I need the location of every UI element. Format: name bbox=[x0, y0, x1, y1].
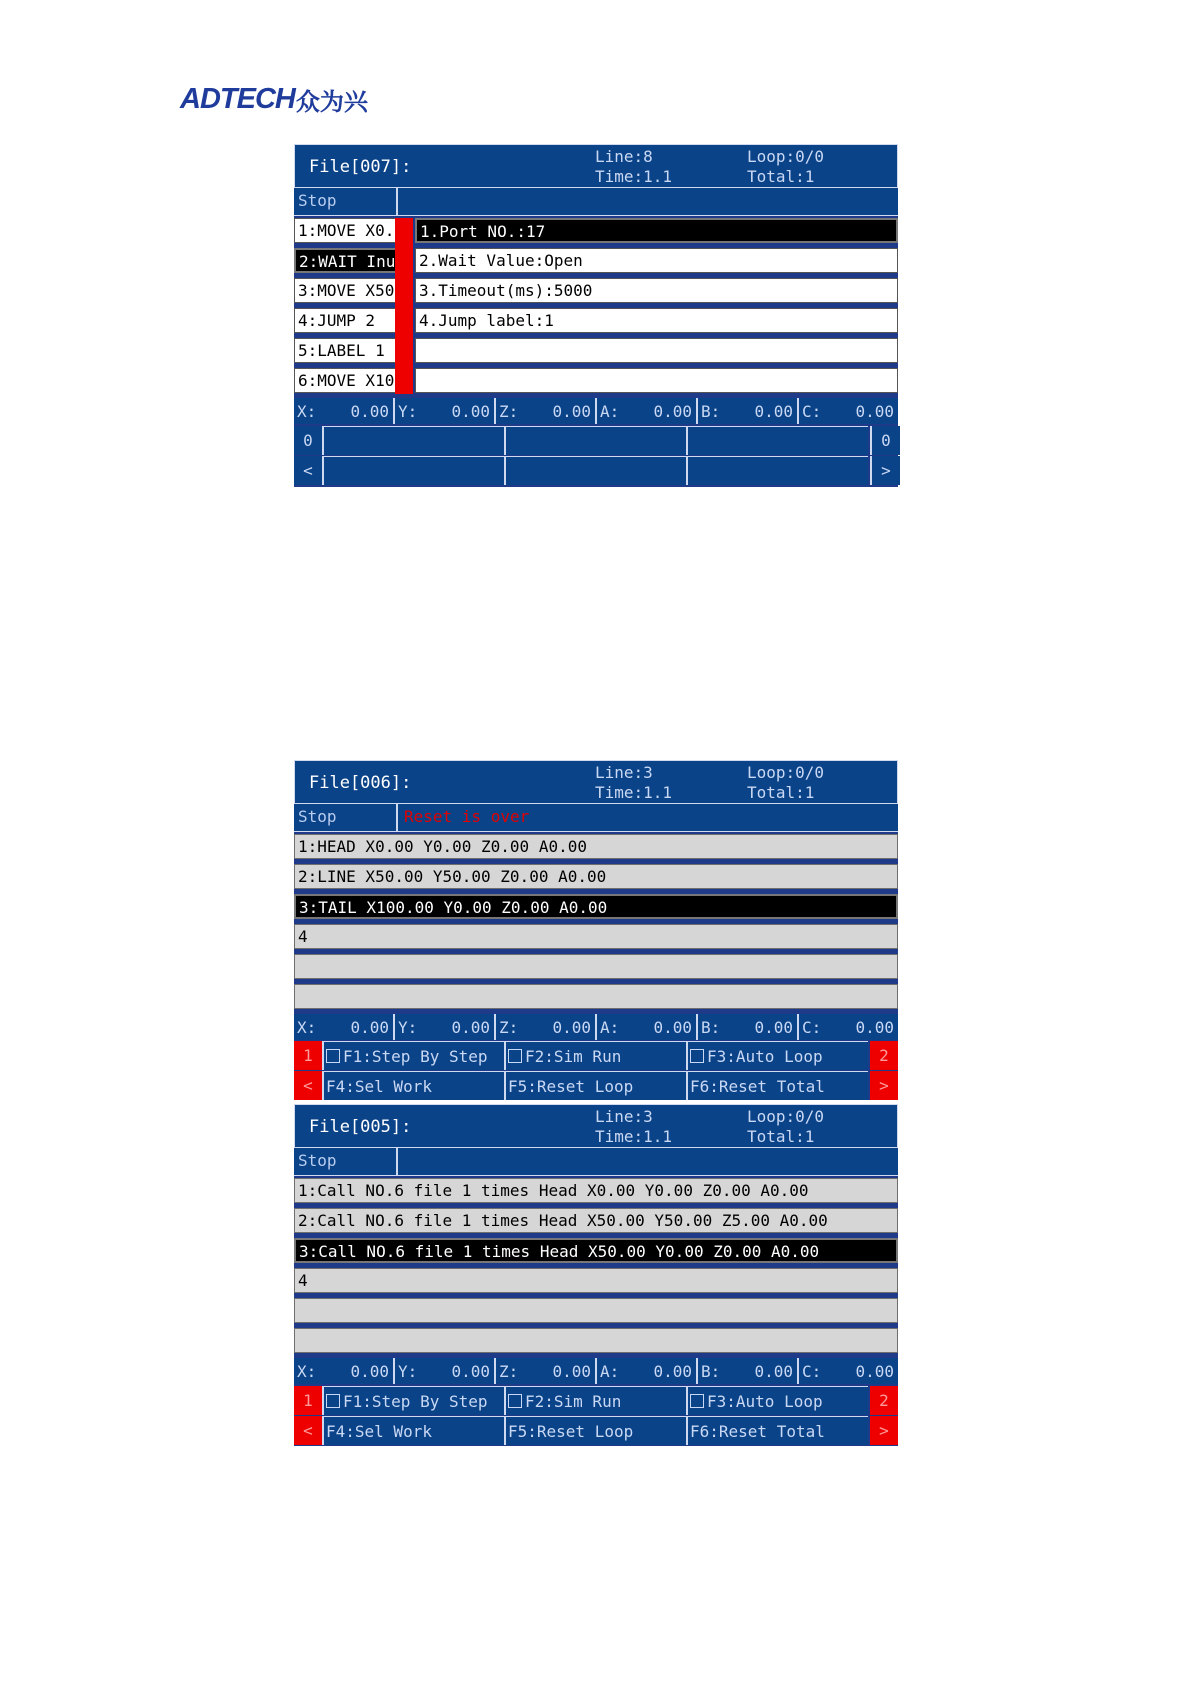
next-page-button[interactable]: > bbox=[870, 456, 900, 485]
program-row[interactable]: 2:Call NO.6 file 1 times Head X50.00 Y50.00 Z5.00 A0.00 bbox=[294, 1208, 898, 1233]
loop-readout: Loop:0/0 bbox=[747, 763, 825, 782]
coord-c: C: 0.00 bbox=[802, 401, 894, 421]
coord-b: B: 0.00 bbox=[698, 398, 799, 424]
program-row[interactable]: 2:LINE X50.00 Y50.00 Z0.00 A0.00 bbox=[294, 864, 898, 889]
loop-readout: Loop:0/0 bbox=[747, 1107, 825, 1126]
coord-a: A: 0.00 bbox=[597, 1358, 698, 1384]
coordinate-bar bbox=[294, 398, 898, 424]
param-row-selected[interactable]: 1.Port NO.:17 bbox=[415, 218, 898, 243]
program-row[interactable]: 4:JUMP 2 bbox=[294, 308, 397, 333]
program-row[interactable] bbox=[294, 984, 898, 1009]
coordinate-bar bbox=[294, 1014, 898, 1040]
program-row[interactable]: 4 bbox=[294, 924, 898, 949]
checkbox-icon[interactable] bbox=[690, 1049, 704, 1063]
function-key-empty[interactable] bbox=[504, 456, 686, 485]
page-indicator-right: 2 bbox=[870, 1041, 898, 1070]
function-key-bar bbox=[294, 426, 898, 486]
param-row[interactable]: 3.Timeout(ms):5000 bbox=[415, 278, 898, 303]
function-key-empty[interactable] bbox=[686, 456, 868, 485]
coord-x: X: 0.00 bbox=[294, 398, 395, 424]
coord-b: B: 0.00 bbox=[698, 1358, 799, 1384]
function-key-empty[interactable] bbox=[322, 456, 504, 485]
program-row[interactable]: 1:Call NO.6 file 1 times Head X0.00 Y0.00 Z0.00 A0.00 bbox=[294, 1178, 898, 1203]
f5-reset-loop-button[interactable]: F5:Reset Loop bbox=[504, 1416, 686, 1445]
program-row[interactable]: 3:MOVE X50 bbox=[294, 278, 397, 303]
param-row[interactable]: 4.Jump label:1 bbox=[415, 308, 898, 333]
function-key-bar bbox=[294, 1386, 898, 1446]
controller-screen-3 bbox=[294, 1104, 898, 1446]
coord-y: Y: 0.00 bbox=[395, 1014, 496, 1040]
coord-a: A: 0.00 bbox=[597, 1014, 698, 1040]
coord-x: X: 0.00 bbox=[294, 1358, 395, 1384]
f1-step-by-step-button[interactable]: F1:Step By Step bbox=[322, 1386, 504, 1415]
program-row[interactable]: 1:HEAD X0.00 Y0.00 Z0.00 A0.00 bbox=[294, 834, 898, 859]
param-row[interactable]: 2.Wait Value:Open bbox=[415, 248, 898, 273]
coord-x: X: 0.00 bbox=[294, 1014, 395, 1040]
f4-sel-work-button[interactable]: F4:Sel Work bbox=[322, 1071, 504, 1100]
coord-b: B: 0.00 bbox=[698, 1014, 799, 1040]
logo-chinese: 众为兴 bbox=[295, 87, 368, 116]
program-row[interactable] bbox=[294, 1328, 898, 1353]
program-row[interactable] bbox=[294, 1298, 898, 1323]
coord-z: Z: 0.00 bbox=[496, 1358, 597, 1384]
function-key-empty[interactable] bbox=[322, 426, 504, 455]
total-readout: Total:1 bbox=[747, 1127, 815, 1146]
next-page-button[interactable]: > bbox=[870, 1416, 898, 1445]
program-row-selected[interactable]: 2:WAIT Inu bbox=[294, 248, 397, 273]
f3-auto-loop-button[interactable]: F3:Auto Loop bbox=[686, 1386, 868, 1415]
page-indicator-left: 1 bbox=[294, 1041, 322, 1070]
f2-sim-run-button[interactable]: F2:Sim Run bbox=[504, 1041, 686, 1070]
screen-header bbox=[294, 144, 898, 188]
f6-reset-total-button[interactable]: F6:Reset Total bbox=[686, 1416, 868, 1445]
function-key-empty[interactable] bbox=[686, 426, 868, 455]
f5-reset-loop-button[interactable]: F5:Reset Loop bbox=[504, 1071, 686, 1100]
file-label: File[006]: bbox=[309, 773, 412, 793]
screen-header bbox=[294, 1104, 898, 1148]
program-row[interactable]: 6:MOVE X10 bbox=[294, 368, 397, 393]
time-readout: Time:1.1 bbox=[595, 167, 673, 186]
splitter-bar[interactable] bbox=[395, 218, 413, 394]
prev-page-button[interactable]: < bbox=[294, 1071, 322, 1100]
run-status: Stop bbox=[294, 804, 398, 831]
page-indicator-left: 0 bbox=[294, 426, 322, 455]
status-message: Reset is over bbox=[404, 807, 530, 826]
file-label: File[007]: bbox=[309, 157, 412, 177]
coord-z: Z: 0.00 bbox=[496, 398, 597, 424]
coord-c: C: 0.00 bbox=[802, 1017, 894, 1037]
time-readout: Time:1.1 bbox=[595, 783, 673, 802]
f2-sim-run-button[interactable]: F2:Sim Run bbox=[504, 1386, 686, 1415]
checkbox-icon[interactable] bbox=[326, 1394, 340, 1408]
controller-screen-2 bbox=[294, 760, 898, 1100]
coord-y: Y: 0.00 bbox=[395, 398, 496, 424]
f3-auto-loop-button[interactable]: F3:Auto Loop bbox=[686, 1041, 868, 1070]
prev-page-button[interactable]: < bbox=[294, 1416, 322, 1445]
controller-screen-1 bbox=[294, 144, 898, 487]
checkbox-icon[interactable] bbox=[508, 1394, 522, 1408]
program-row[interactable] bbox=[294, 954, 898, 979]
program-row-selected[interactable]: 3:TAIL X100.00 Y0.00 Z0.00 A0.00 bbox=[294, 894, 898, 919]
program-row[interactable]: 1:MOVE X0. bbox=[294, 218, 397, 243]
f6-reset-total-button[interactable]: F6:Reset Total bbox=[686, 1071, 868, 1100]
prev-page-button[interactable]: < bbox=[294, 456, 322, 485]
param-row[interactable] bbox=[415, 368, 898, 393]
logo-brand: ADTECH bbox=[180, 82, 295, 115]
status-bar bbox=[294, 1148, 898, 1176]
time-readout: Time:1.1 bbox=[595, 1127, 673, 1146]
screen-header bbox=[294, 760, 898, 804]
checkbox-icon[interactable] bbox=[690, 1394, 704, 1408]
checkbox-icon[interactable] bbox=[508, 1049, 522, 1063]
page-indicator-right: 0 bbox=[870, 426, 900, 455]
total-readout: Total:1 bbox=[747, 167, 815, 186]
line-readout: Line:3 bbox=[595, 1107, 653, 1126]
program-row-selected[interactable]: 3:Call NO.6 file 1 times Head X50.00 Y0.00 Z0.00 A0.00 bbox=[294, 1238, 898, 1263]
program-row[interactable]: 4 bbox=[294, 1268, 898, 1293]
function-key-bar bbox=[294, 1041, 898, 1101]
run-status: Stop bbox=[294, 188, 398, 215]
adtech-logo bbox=[180, 84, 368, 114]
page-indicator-right: 2 bbox=[870, 1386, 898, 1415]
coord-c: C: 0.00 bbox=[802, 1361, 894, 1381]
file-label: File[005]: bbox=[309, 1117, 412, 1137]
status-bar bbox=[294, 804, 898, 832]
coord-y: Y: 0.00 bbox=[395, 1358, 496, 1384]
checkbox-icon[interactable] bbox=[326, 1049, 340, 1063]
run-status: Stop bbox=[294, 1148, 398, 1175]
next-page-button[interactable]: > bbox=[870, 1071, 898, 1100]
program-row[interactable]: 5:LABEL 1 bbox=[294, 338, 397, 363]
f4-sel-work-button[interactable]: F4:Sel Work bbox=[322, 1416, 504, 1445]
line-readout: Line:3 bbox=[595, 763, 653, 782]
coordinate-bar bbox=[294, 1358, 898, 1384]
loop-readout: Loop:0/0 bbox=[747, 147, 825, 166]
coord-z: Z: 0.00 bbox=[496, 1014, 597, 1040]
coord-a: A: 0.00 bbox=[597, 398, 698, 424]
status-bar bbox=[294, 188, 898, 216]
param-row[interactable] bbox=[415, 338, 898, 363]
line-readout: Line:8 bbox=[595, 147, 653, 166]
f1-step-by-step-button[interactable]: F1:Step By Step bbox=[322, 1041, 504, 1070]
page-indicator-left: 1 bbox=[294, 1386, 322, 1415]
total-readout: Total:1 bbox=[747, 783, 815, 802]
function-key-empty[interactable] bbox=[504, 426, 686, 455]
